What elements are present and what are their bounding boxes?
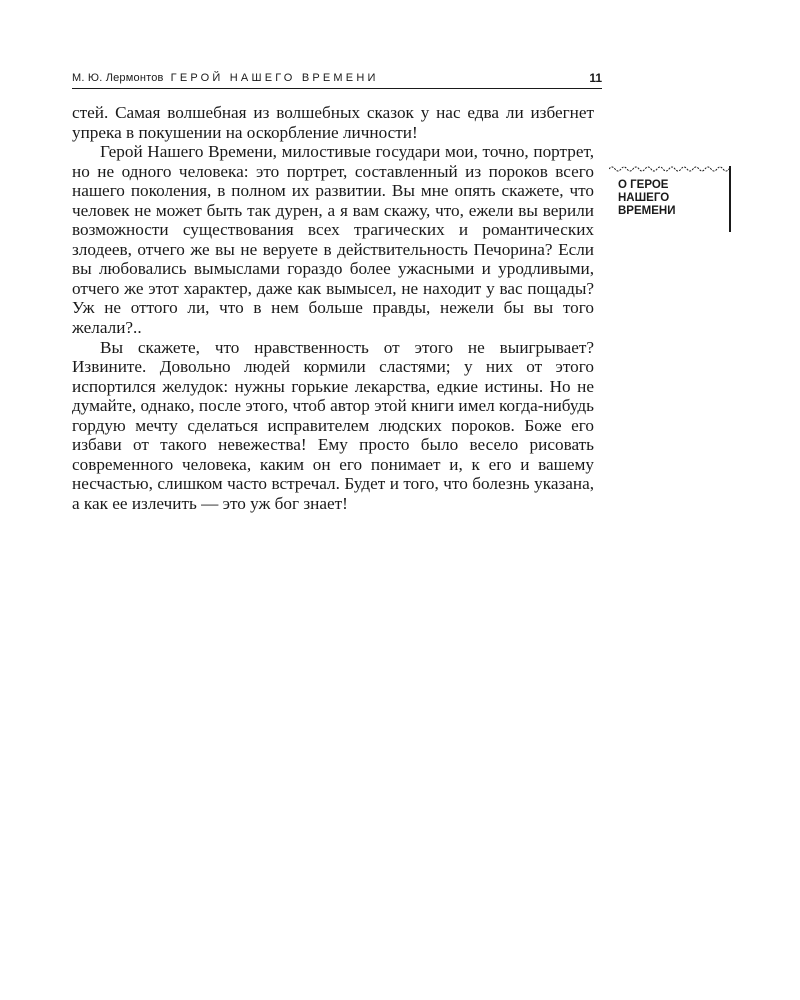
paragraph-3: Вы скажете, что нравственность от этого не выигрывает? Извините. Довольно людей кормили сластями; у них от этого испортился желудок: нужны горькие лекарства, едкие истины. Но не думайте, однако, после этого, чтоб автор этой книги имел когда-нибудь гордую мечту сделаться исправителем людских пороков. Боже его избави от такого невежества! Ему просто было весело рисовать современного человека, каким он его понимает и, к его и вашему несчастью, слишком часто встречал. Будет и того, что болезнь указана, а как ее излечить — это уж бог знает! (72, 337, 594, 513)
header-rule (72, 88, 602, 89)
paragraph-1: стей. Самая волшебная из волшебных сказок у нас едва ли избегнет упрека в покушении на оскорбление личности! (72, 103, 594, 142)
page-number: 11 (589, 71, 602, 85)
paragraph-2: Герой Нашего Времени, милостивые государи мои, точно, портрет, но не одного человека: это портрет, составленный из пороков всего нашего поколения, в полном их развитии. Вы мне опять скажете, что человек не может быть так дурен, а я вам скажу, что, ежели вы верили возможности существования всех трагических и романтических злодеев, отчего же вы не веруете в действительность Печорина? Если вы любовались вымыслами гораздо более ужасными и уродливыми, отчего же этот характер, даже как вымысел, не находит у вас пощады? Уж не оттого ли, что в нем больше правды, нежели бы вы того желали?.. (72, 142, 594, 338)
header-author: М. Ю. Лермонтов (72, 72, 164, 84)
margin-note (609, 163, 731, 233)
margin-note-title: О ГЕРОЕ НАШЕГО ВРЕМЕНИ (618, 179, 676, 217)
margin-note-bar (729, 166, 731, 232)
wavy-rule (609, 163, 731, 173)
main-text (72, 103, 594, 513)
header-book-title: ГЕРОЙ НАШЕГО ВРЕМЕНИ (170, 72, 379, 84)
running-header (72, 70, 602, 86)
